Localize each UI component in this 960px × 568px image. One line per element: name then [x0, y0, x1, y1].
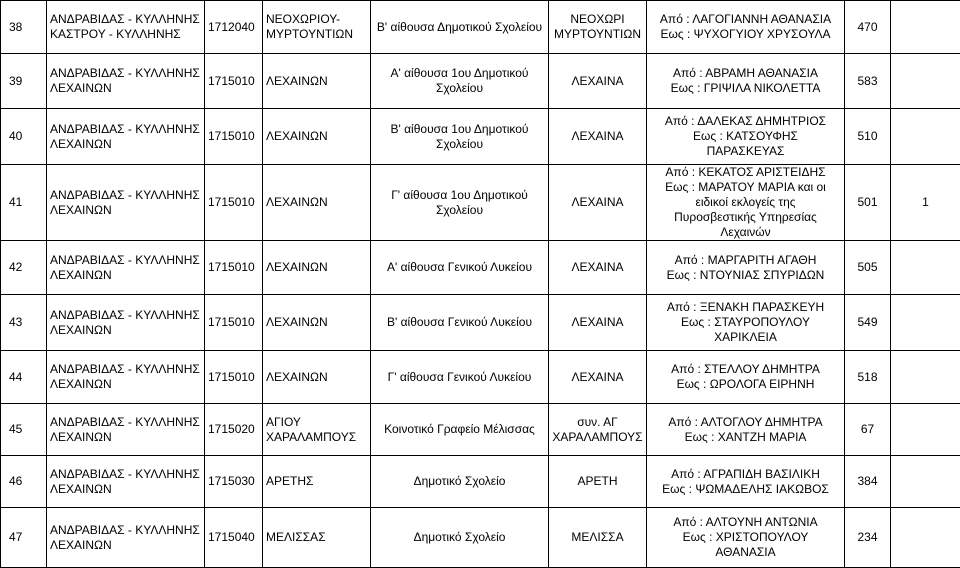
code-cell: 1712040	[205, 1, 263, 54]
voter-count-cell: 505	[845, 241, 891, 295]
location-cell: ΛΕΧΑΙΝΑ	[549, 241, 647, 295]
community-cell: ΛΕΧΑΙΝΩΝ	[263, 109, 371, 165]
code-cell: 1715010	[205, 54, 263, 109]
municipality-cell: ΑΝΔΡΑΒΙΔΑΣ - ΚΥΛΛΗΝΗΣ ΛΕΧΑΙΝΩΝ	[47, 508, 205, 568]
station-number-cell: 44	[1, 351, 47, 404]
community-cell: ΜΕΛΙΣΣΑΣ	[263, 508, 371, 568]
voter-count-cell: 384	[845, 456, 891, 508]
community-cell: ΛΕΧΑΙΝΩΝ	[263, 295, 371, 351]
municipality-cell: ΑΝΔΡΑΒΙΔΑΣ - ΚΥΛΛΗΝΗΣ ΛΕΧΑΙΝΩΝ	[47, 295, 205, 351]
municipality-cell: ΑΝΔΡΑΒΙΔΑΣ - ΚΥΛΛΗΝΗΣ ΛΕΧΑΙΝΩΝ	[47, 165, 205, 241]
voter-range-cell: Από : ΞΕΝΑΚΗ ΠΑΡΑΣΚΕΥΗ Εως : ΣΤΑΥΡΟΠΟΥΛΟΥ ΧΑΡΙΚΛΕΙΑ	[647, 295, 845, 351]
code-cell: 1715030	[205, 456, 263, 508]
voter-range-cell: Από : ΛΑΓΟΓΙΑΝΝΗ ΑΘΑΝΑΣΙΑ Εως : ΨΥΧΟΓΥΙΟΥ ΧΡΥΣΟΥΛΑ	[647, 1, 845, 54]
venue-cell: Α' αίθουσα Γενικού Λυκείου	[371, 241, 549, 295]
voter-count-cell: 234	[845, 508, 891, 568]
table-row	[1, 1, 960, 54]
code-cell: 1715010	[205, 351, 263, 404]
location-cell: ΛΕΧΑΙΝΑ	[549, 165, 647, 241]
voter-range-cell: Από : ΑΓΡΑΠΙΔΗ ΒΑΣΙΛΙΚΗ Εως : ΨΩΜΑΔΕΛΗΣ ΙΑΚΩΒΟΣ	[647, 456, 845, 508]
community-cell: ΛΕΧΑΙΝΩΝ	[263, 241, 371, 295]
location-cell: ΝΕΟΧΩΡΙ ΜΥΡΤΟΥΝΤΙΩΝ	[549, 1, 647, 54]
voter-count-cell: 518	[845, 351, 891, 404]
station-number-cell: 41	[1, 165, 47, 241]
municipality-cell: ΑΝΔΡΑΒΙΔΑΣ - ΚΥΛΛΗΝΗΣ ΛΕΧΑΙΝΩΝ	[47, 456, 205, 508]
municipality-cell: ΑΝΔΡΑΒΙΔΑΣ - ΚΥΛΛΗΝΗΣ ΚΑΣΤΡΟΥ - ΚΥΛΛΗΝΗΣ	[47, 1, 205, 54]
code-cell: 1715020	[205, 404, 263, 456]
code-cell: 1715010	[205, 295, 263, 351]
table-row	[1, 109, 960, 165]
municipality-cell: ΑΝΔΡΑΒΙΔΑΣ - ΚΥΛΛΗΝΗΣ ΛΕΧΑΙΝΩΝ	[47, 351, 205, 404]
station-number-cell: 38	[1, 1, 47, 54]
station-number-cell: 40	[1, 109, 47, 165]
extra-count-cell	[891, 109, 960, 165]
voter-count-cell: 67	[845, 404, 891, 456]
station-number-cell: 46	[1, 456, 47, 508]
station-number-cell: 45	[1, 404, 47, 456]
station-number-cell: 42	[1, 241, 47, 295]
venue-cell: Κοινοτικό Γραφείο Μέλισσας	[371, 404, 549, 456]
voter-count-cell: 470	[845, 1, 891, 54]
voter-count-cell: 510	[845, 109, 891, 165]
voter-range-cell: Από : ΚΕΚΑΤΟΣ ΑΡΙΣΤΕΙΔΗΣ Εως : ΜΑΡΑΤΟΥ ΜΑΡΙΑ και οι ειδικοί εκλογείς της Πυροσβεστικής Υπηρεσίας Λεχαινών	[647, 165, 845, 241]
venue-cell: Δημοτικό Σχολείο	[371, 508, 549, 568]
voter-count-cell: 583	[845, 54, 891, 109]
code-cell: 1715010	[205, 241, 263, 295]
table-row	[1, 295, 960, 351]
extra-count-cell	[891, 508, 960, 568]
table-row	[1, 351, 960, 404]
community-cell: ΛΕΧΑΙΝΩΝ	[263, 165, 371, 241]
location-cell: ΛΕΧΑΙΝΑ	[549, 351, 647, 404]
table-row	[1, 456, 960, 508]
extra-count-cell	[891, 1, 960, 54]
voter-range-cell: Από : ΣΤΕΛΛΟΥ ΔΗΜΗΤΡΑ Εως : ΩΡΟΛΟΓΑ ΕΙΡΗΝΗ	[647, 351, 845, 404]
location-cell: ΑΡΕΤΗ	[549, 456, 647, 508]
extra-count-cell	[891, 404, 960, 456]
table-row	[1, 404, 960, 456]
extra-count-cell	[891, 295, 960, 351]
venue-cell: Γ' αίθουσα Γενικού Λυκείου	[371, 351, 549, 404]
extra-count-cell	[891, 456, 960, 508]
venue-cell: Α' αίθουσα 1ου Δημοτικού Σχολείου	[371, 54, 549, 109]
location-cell: ΜΕΛΙΣΣΑ	[549, 508, 647, 568]
community-cell: ΑΡΕΤΗΣ	[263, 456, 371, 508]
community-cell: ΛΕΧΑΙΝΩΝ	[263, 351, 371, 404]
table-row	[1, 241, 960, 295]
community-cell: ΛΕΧΑΙΝΩΝ	[263, 54, 371, 109]
voter-range-cell: Από : ΑΛΤΟΥΝΗ ΑΝΤΩΝΙΑ Εως : ΧΡΙΣΤΟΠΟΥΛΟΥ ΑΘΑΝΑΣΙΑ	[647, 508, 845, 568]
municipality-cell: ΑΝΔΡΑΒΙΔΑΣ - ΚΥΛΛΗΝΗΣ ΛΕΧΑΙΝΩΝ	[47, 241, 205, 295]
location-cell: συν. ΑΓ ΧΑΡΑΛΑΜΠΟΥΣ	[549, 404, 647, 456]
voter-range-cell: Από : ΜΑΡΓΑΡΙΤΗ ΑΓΑΘΗ Εως : ΝΤΟΥΝΙΑΣ ΣΠΥΡΙΔΩΝ	[647, 241, 845, 295]
table-row	[1, 165, 960, 241]
extra-count-cell	[891, 351, 960, 404]
venue-cell: Β' αίθουσα Γενικού Λυκείου	[371, 295, 549, 351]
voter-range-cell: Από : ΔΑΛΕΚΑΣ ΔΗΜΗΤΡΙΟΣ Εως : ΚΑΤΣΟΥΦΗΣ ΠΑΡΑΣΚΕΥΑΣ	[647, 109, 845, 165]
voter-range-cell: Από : ΑΒΡΑΜΗ ΑΘΑΝΑΣΙΑ Εως : ΓΡΙΨΙΛΑ ΝΙΚΟΛΕΤΤΑ	[647, 54, 845, 109]
location-cell: ΛΕΧΑΙΝΑ	[549, 54, 647, 109]
station-number-cell: 43	[1, 295, 47, 351]
voter-range-cell: Από : ΑΛΤΟΓΛΟΥ ΔΗΜΗΤΡΑ Εως : ΧΑΝΤΖΗ ΜΑΡΙΑ	[647, 404, 845, 456]
table-row	[1, 508, 960, 568]
table-row	[1, 54, 960, 109]
venue-cell: Β' αίθουσα Δημοτικού Σχολείου	[371, 1, 549, 54]
municipality-cell: ΑΝΔΡΑΒΙΔΑΣ - ΚΥΛΛΗΝΗΣ ΛΕΧΑΙΝΩΝ	[47, 404, 205, 456]
extra-count-cell	[891, 241, 960, 295]
community-cell: ΑΓΙΟΥ ΧΑΡΑΛΑΜΠΟΥΣ	[263, 404, 371, 456]
station-number-cell: 47	[1, 508, 47, 568]
municipality-cell: ΑΝΔΡΑΒΙΔΑΣ - ΚΥΛΛΗΝΗΣ ΛΕΧΑΙΝΩΝ	[47, 54, 205, 109]
code-cell: 1715010	[205, 165, 263, 241]
voter-count-cell: 501	[845, 165, 891, 241]
venue-cell: Γ' αίθουσα 1ου Δημοτικού Σχολείου	[371, 165, 549, 241]
extra-count-cell: 1	[891, 165, 960, 241]
location-cell: ΛΕΧΑΙΝΑ	[549, 295, 647, 351]
location-cell: ΛΕΧΑΙΝΑ	[549, 109, 647, 165]
table-body	[1, 1, 960, 568]
station-number-cell: 39	[1, 54, 47, 109]
municipality-cell: ΑΝΔΡΑΒΙΔΑΣ - ΚΥΛΛΗΝΗΣ ΛΕΧΑΙΝΩΝ	[47, 109, 205, 165]
code-cell: 1715040	[205, 508, 263, 568]
venue-cell: Β' αίθουσα 1ου Δημοτικού Σχολείου	[371, 109, 549, 165]
community-cell: ΝΕΟΧΩΡΙΟΥ- ΜΥΡΤΟΥΝΤΙΩΝ	[263, 1, 371, 54]
extra-count-cell	[891, 54, 960, 109]
voter-count-cell: 549	[845, 295, 891, 351]
venue-cell: Δημοτικό Σχολείο	[371, 456, 549, 508]
code-cell: 1715010	[205, 109, 263, 165]
